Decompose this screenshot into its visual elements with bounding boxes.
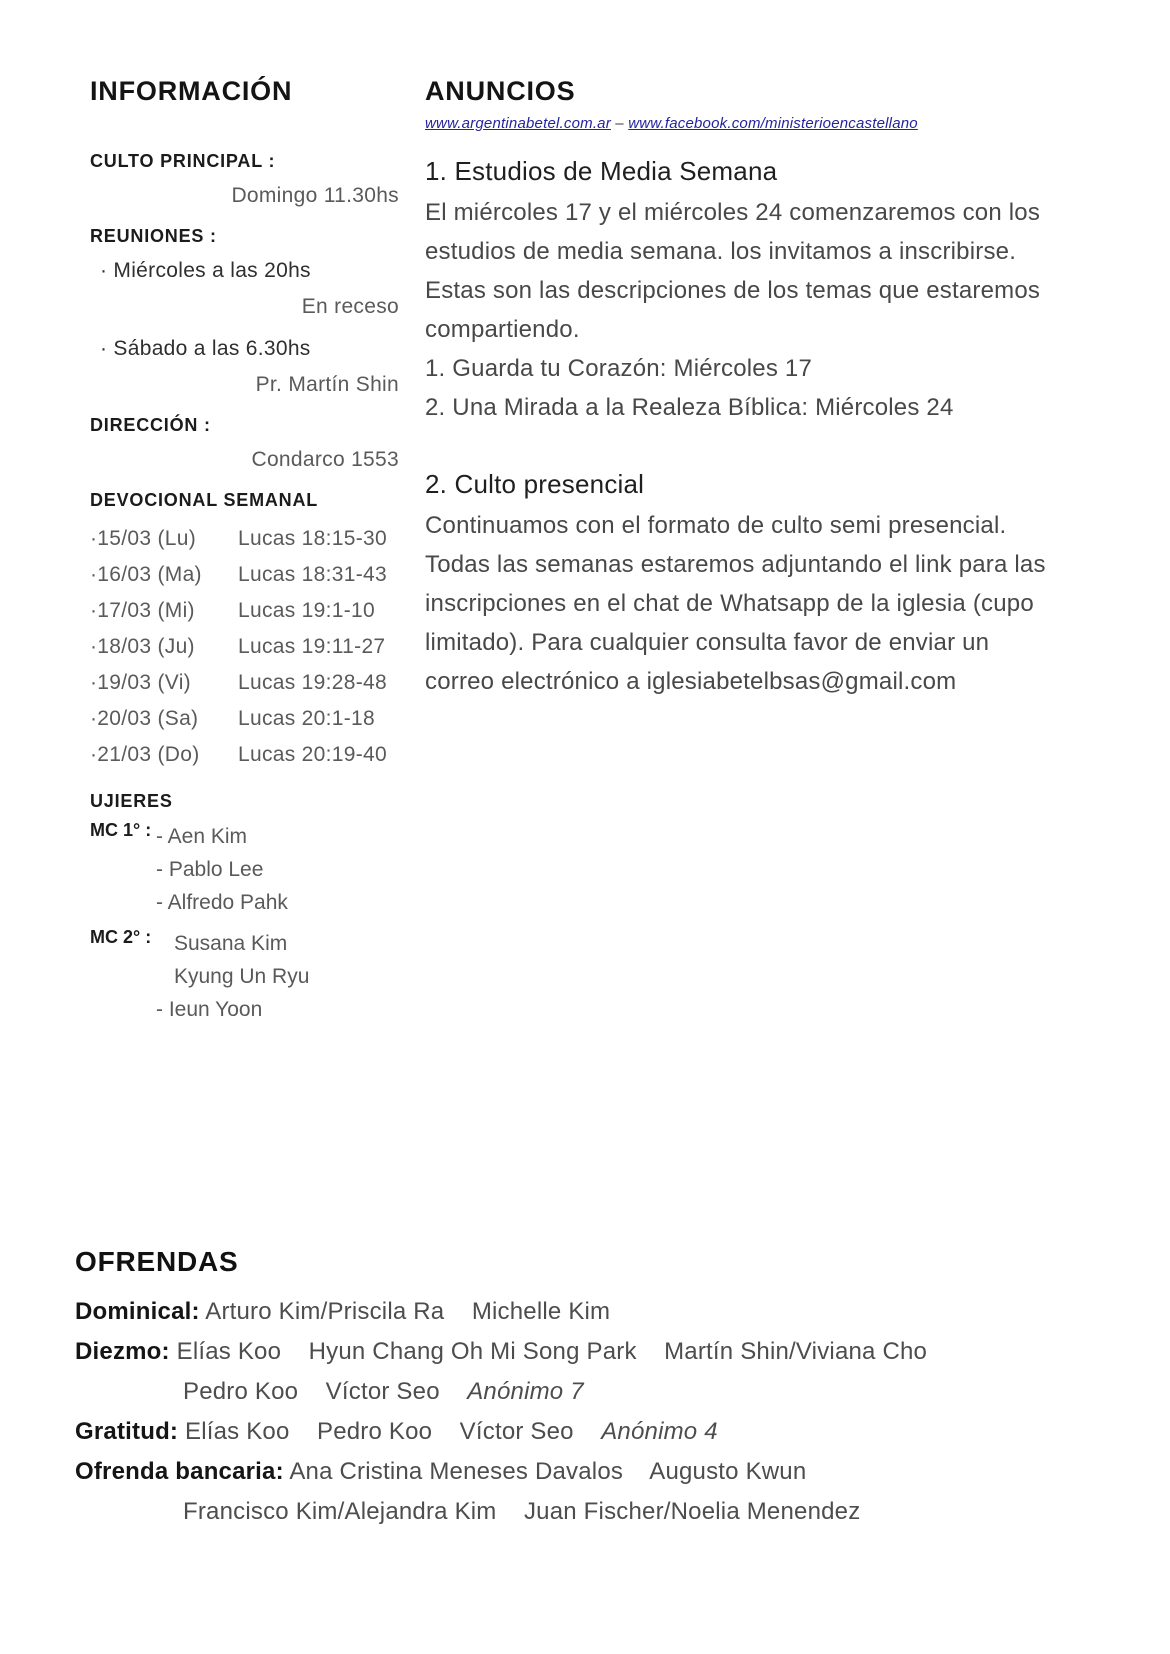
section-estudios-paragraph: Estas son las descripciones de los temas que estaremos compartiendo. xyxy=(425,277,1041,343)
devocional-passage: Lucas 20:19-40 xyxy=(238,743,387,766)
reunion-sabado: · Sábado a las 6.30hs xyxy=(100,337,311,360)
ofrendas-row-label: Diezmo: xyxy=(75,1338,170,1365)
ofrendas-row-value: Francisco Kim/Alejandra Kim Juan Fischer/Noelia Menendez xyxy=(183,1498,861,1525)
devocional-label: DEVOCIONAL SEMANAL xyxy=(90,490,319,510)
website-link[interactable]: www.argentinabetel.com.ar xyxy=(425,115,611,132)
ofrendas-row-value: Elías Koo Pedro Koo Víctor Seo xyxy=(178,1418,602,1445)
devocional-row xyxy=(90,521,435,557)
section-culto xyxy=(425,469,1050,701)
devocional-date: ·19/03 (Vi) xyxy=(90,671,191,694)
mc1-name: - Alfredo Pahk xyxy=(156,891,288,914)
ofrendas-row-value: Pedro Koo Víctor Seo xyxy=(183,1378,468,1405)
reunion-sabado-note: Pr. Martín Shin xyxy=(255,373,399,396)
ofrendas-title: OFRENDAS xyxy=(75,1246,239,1277)
ofrendas-row-dominical xyxy=(75,1292,1115,1332)
direccion-label: DIRECCIÓN : xyxy=(90,415,211,435)
devocional-row xyxy=(90,737,435,773)
mc2-row xyxy=(90,927,435,1026)
ofrendas-row-anonimo: Anónimo 7 xyxy=(467,1378,584,1405)
mc1-names xyxy=(156,820,435,919)
ofrendas-row-diezmo xyxy=(75,1332,1115,1372)
ofrendas-row-bancaria-cont xyxy=(75,1492,1115,1532)
ofrendas-rows xyxy=(75,1292,1115,1532)
section-estudios-paragraph: El miércoles 17 y el miércoles 24 comenzaremos con los estudios de media semana. los invitamos a inscribirse. xyxy=(425,199,1041,265)
devocional-table xyxy=(90,521,435,773)
ofrendas-row-label: Gratitud: xyxy=(75,1418,179,1445)
mc1-label: MC 1° : xyxy=(90,820,152,840)
ofrendas-row-label: Dominical: xyxy=(75,1298,200,1325)
links-separator: – xyxy=(610,115,629,132)
ofrendas-row-diezmo-cont xyxy=(75,1372,1115,1412)
devocional-passage: Lucas 19:1-10 xyxy=(238,599,375,622)
devocional-row xyxy=(90,593,435,629)
devocional-date: ·21/03 (Do) xyxy=(90,743,200,766)
devocional-passage: Lucas 19:11-27 xyxy=(238,635,386,658)
devocional-passage: Lucas 19:28-48 xyxy=(238,671,387,694)
devocional-date: ·20/03 (Sa) xyxy=(90,707,199,730)
devocional-passage: Lucas 18:31-43 xyxy=(238,563,387,586)
devocional-date: ·17/03 (Mi) xyxy=(90,599,195,622)
devocional-date: ·16/03 (Ma) xyxy=(90,563,202,586)
ofrendas-row-gratitud xyxy=(75,1412,1115,1452)
reunion-miercoles-note: En receso xyxy=(301,295,399,318)
section-estudios-item: 2. Una Mirada a la Realeza Bíblica: Miércoles 24 xyxy=(425,394,954,421)
mc2-names xyxy=(156,927,435,1026)
links-line xyxy=(425,115,1050,132)
section-culto-heading: 2. Culto presencial xyxy=(425,469,645,499)
informacion-column xyxy=(90,76,435,1026)
culto-principal-label: CULTO PRINCIPAL : xyxy=(90,151,276,171)
reunion-miercoles: · Miércoles a las 20hs xyxy=(100,259,311,282)
devocional-passage: Lucas 20:1-18 xyxy=(238,707,375,730)
ofrendas-row-value: Ana Cristina Meneses Davalos Augusto Kwun xyxy=(283,1458,807,1485)
section-estudios-item: 1. Guarda tu Corazón: Miércoles 17 xyxy=(425,355,812,382)
mc2-name: Susana Kim xyxy=(174,932,288,955)
section-estudios xyxy=(425,156,1050,427)
informacion-title: INFORMACIÓN xyxy=(90,76,293,106)
devocional-passage: Lucas 18:15-30 xyxy=(238,527,387,550)
devocional-row xyxy=(90,629,435,665)
ofrendas-row-bancaria xyxy=(75,1452,1115,1492)
mc1-name: - Pablo Lee xyxy=(156,858,264,881)
devocional-row xyxy=(90,665,435,701)
ofrendas-row-value: Elías Koo Hyun Chang Oh Mi Song Park Martín Shin/Viviana Cho xyxy=(169,1338,928,1365)
ofrendas-row-value: Arturo Kim/Priscila Ra Michelle Kim xyxy=(199,1298,611,1325)
anuncios-title: ANUNCIOS xyxy=(425,76,576,106)
mc2-label: MC 2° : xyxy=(90,927,152,947)
devocional-date: ·15/03 (Lu) xyxy=(90,527,197,550)
section-culto-paragraph: Continuamos con el formato de culto semi presencial. Todas las semanas estaremos adjuntando el link para las inscripciones en el chat de Whatsapp de la iglesia (cupo limitado). Para cualquier consulta favor de enviar un correo electrónico a iglesiabetelbsas@gmail.com xyxy=(425,512,1046,695)
direccion-value: Condarco 1553 xyxy=(251,448,399,471)
devocional-date: ·18/03 (Ju) xyxy=(90,635,195,658)
mc2-name: Kyung Un Ryu xyxy=(174,965,310,988)
anuncios-column xyxy=(425,76,1050,701)
mc1-name: - Aen Kim xyxy=(156,825,248,848)
ofrendas-row-label: Ofrenda bancaria: xyxy=(75,1458,284,1485)
devocional-row xyxy=(90,557,435,593)
devocional-row xyxy=(90,701,435,737)
mc1-row xyxy=(90,820,435,919)
ofrendas-row-anonimo: Anónimo 4 xyxy=(601,1418,718,1445)
mc2-name: - Ieun Yoon xyxy=(156,998,263,1021)
section-estudios-heading: 1. Estudios de Media Semana xyxy=(425,156,778,186)
reuniones-label: REUNIONES : xyxy=(90,226,217,246)
culto-principal-value: Domingo 11.30hs xyxy=(231,184,399,207)
ujieres-label: UJIERES xyxy=(90,791,173,811)
facebook-link[interactable]: www.facebook.com/ministerioencastellano xyxy=(628,115,918,132)
ofrendas-section xyxy=(75,1246,1115,1532)
